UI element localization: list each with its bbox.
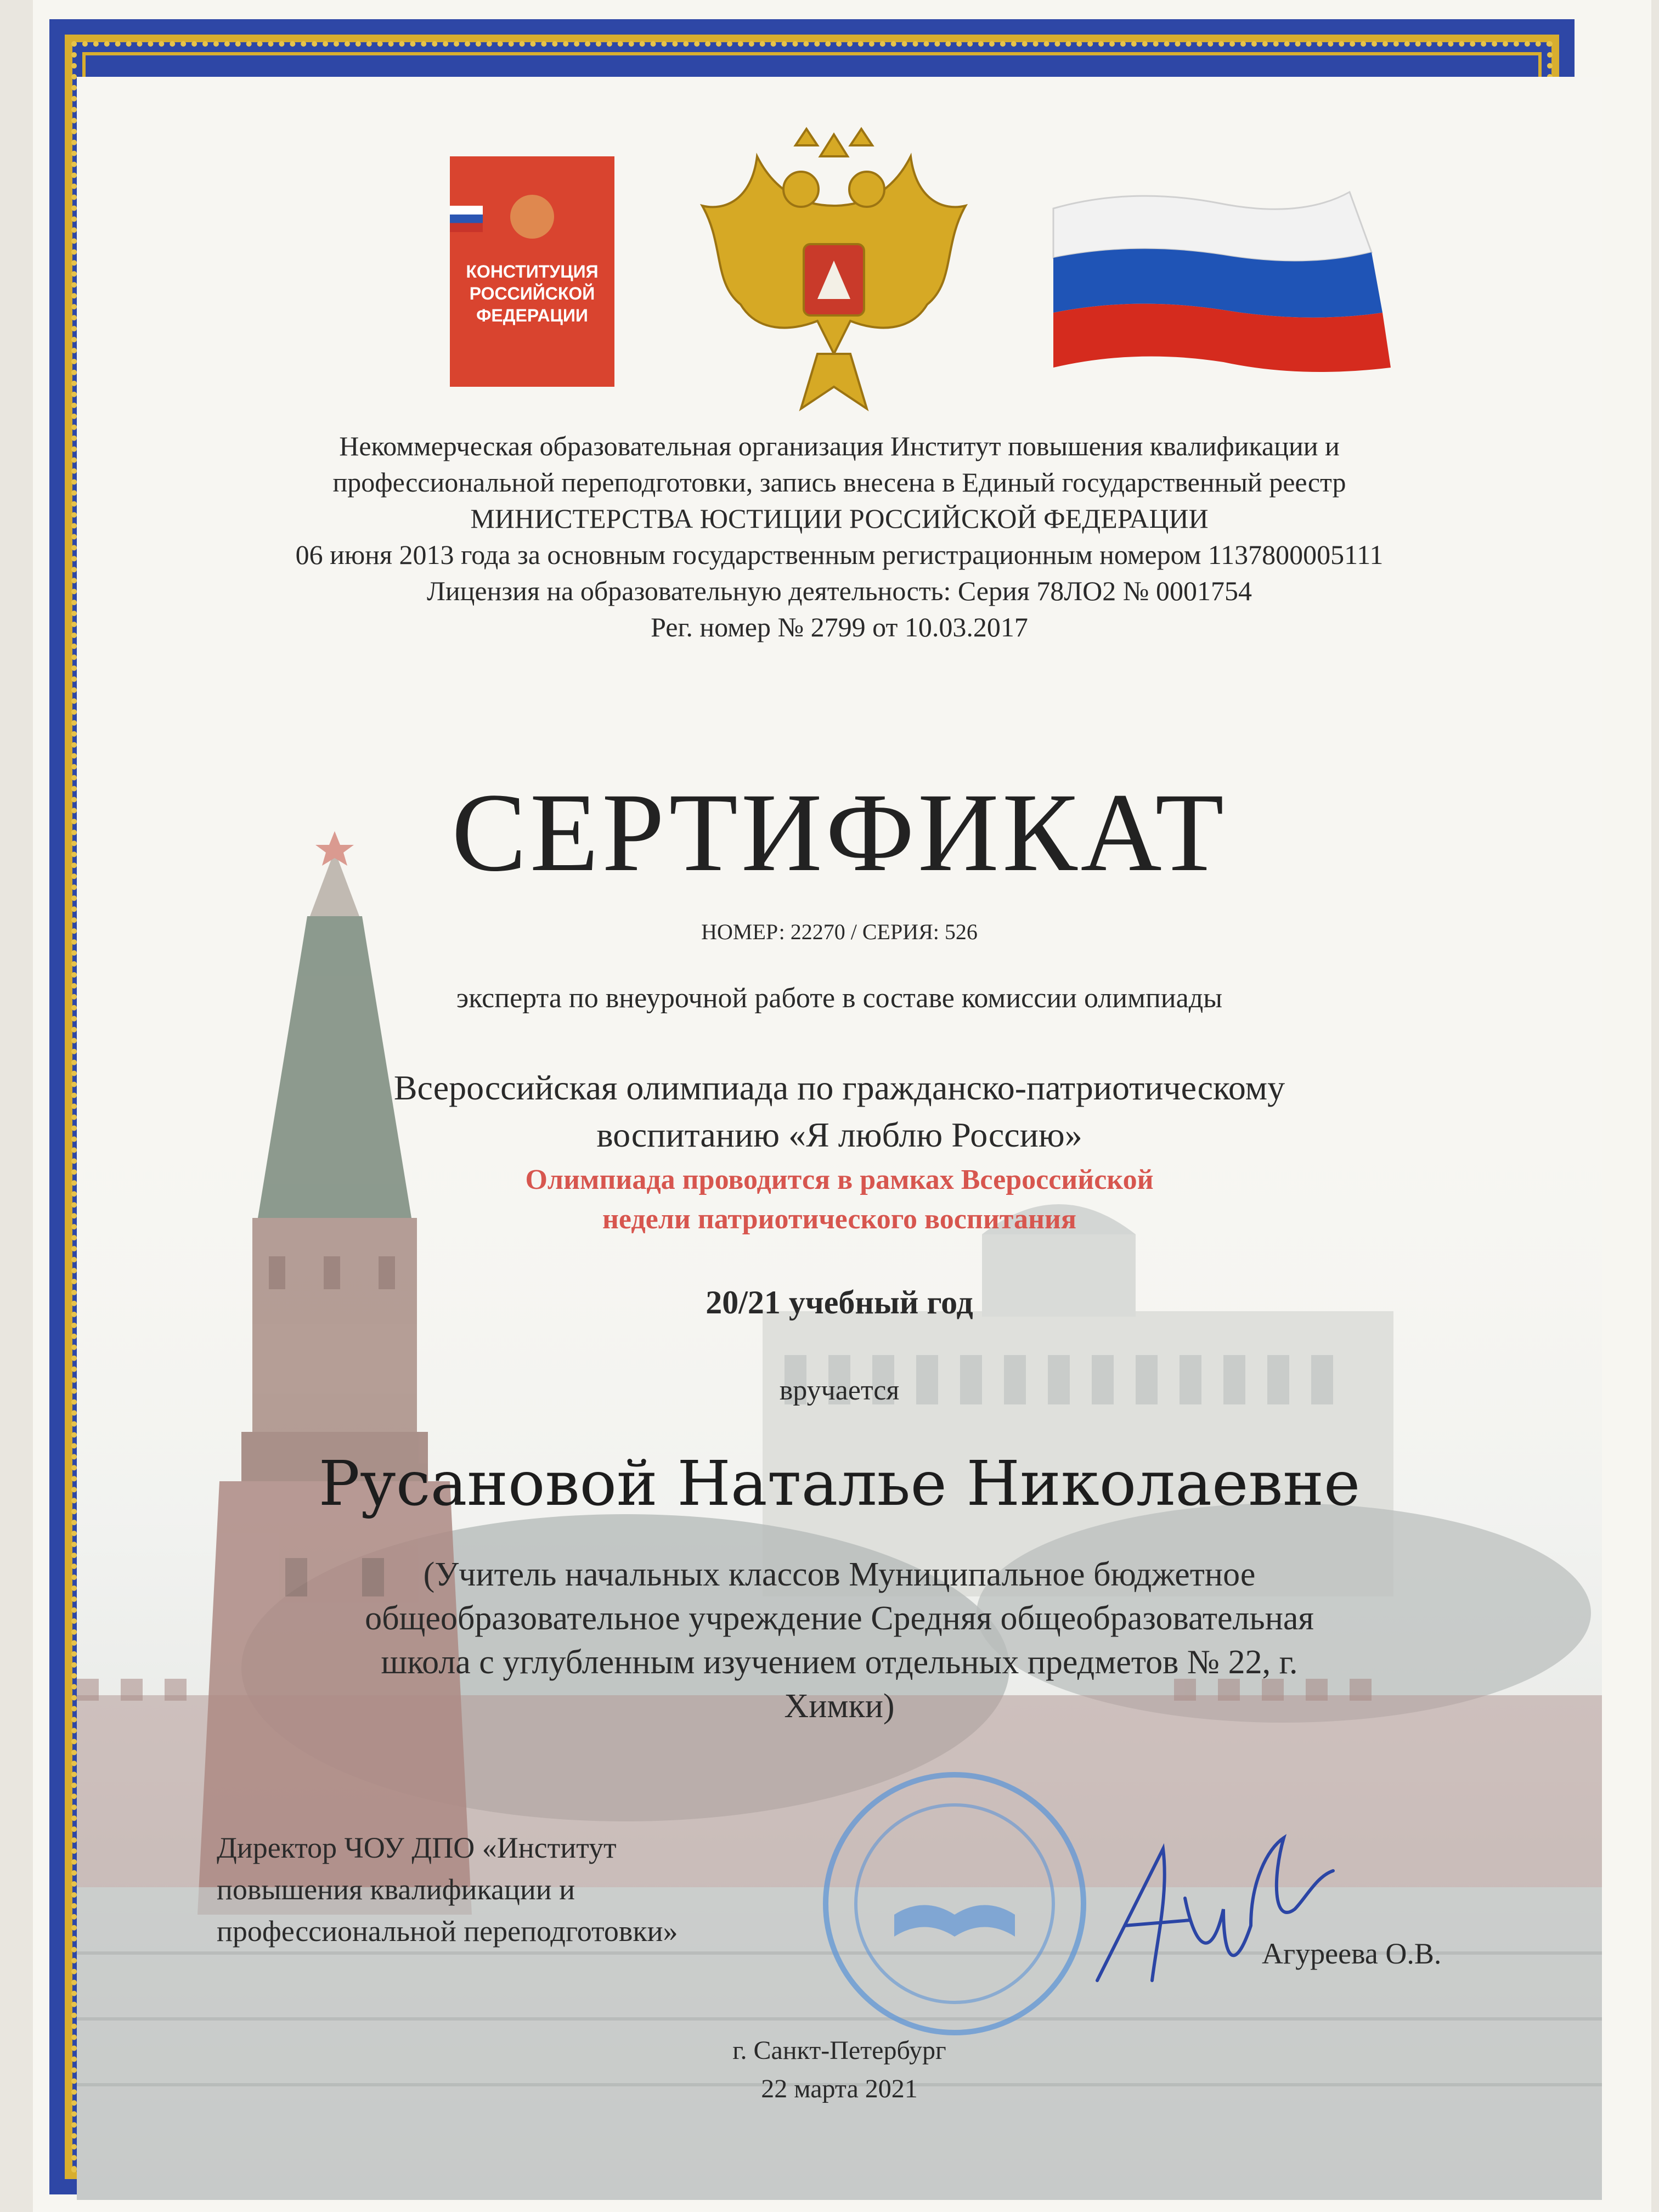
org-line-1: Некоммерческая образовательная организация Институт повышения квалификации и bbox=[339, 431, 1340, 461]
constitution-emblem-icon bbox=[510, 195, 554, 239]
footer-date: 22 марта 2021 bbox=[761, 2074, 918, 2103]
org-line-2: профессиональной переподготовки, запись внесена в Единый государственный реестр bbox=[332, 467, 1346, 498]
russian-flag-image bbox=[1042, 187, 1393, 395]
org-line-6: Рег. номер № 2799 от 10.03.2017 bbox=[651, 612, 1028, 642]
organization-info bbox=[77, 428, 1602, 645]
org-line-5: Лицензия на образовательную деятельность: Серия 78ЛО2 № 0001754 bbox=[427, 575, 1252, 606]
olympiad-note: Олимпиада проводится в рамках Всероссийской недели патриотического воспитания bbox=[525, 1164, 1154, 1235]
constitution-book-image bbox=[450, 156, 614, 387]
recipient-description: (Учитель начальных классов Муниципальное бюджетное общеобразовательное учреждение Средняя общеобразовательная школа с углубленным изучением отдельных предметов № 22, г. Химки) bbox=[365, 1556, 1314, 1725]
recipient-name: Русановой Наталье Николаевне bbox=[318, 1448, 1361, 1520]
org-line-3: МИНИСТЕРСТВА ЮСТИЦИИ РОССИЙСКОЙ ФЕДЕРАЦИИ bbox=[470, 503, 1209, 534]
handwritten-signature bbox=[1086, 1816, 1350, 2002]
coat-of-arms-icon bbox=[691, 123, 977, 431]
certificate-number: НОМЕР: 22270 / СЕРИЯ: 526 bbox=[701, 919, 978, 944]
academic-year: 20/21 учебный год bbox=[706, 1284, 973, 1321]
constitution-text: КОНСТИТУЦИЯ РОССИЙСКОЙ ФЕДЕРАЦИИ bbox=[466, 262, 599, 325]
certificate-body bbox=[77, 77, 1602, 2200]
footer-city: г. Санкт-Петербург bbox=[732, 2036, 946, 2065]
certificate-title: СЕРТИФИКАТ bbox=[452, 770, 1227, 895]
awarded-label: вручается bbox=[779, 1375, 900, 1406]
signer-name: Агуреева О.В. bbox=[1262, 1937, 1442, 1970]
official-stamp bbox=[812, 1767, 1097, 2041]
olympiad-title: Всероссийская олимпиада по гражданско-патриотическому воспитанию «Я люблю Россию» bbox=[393, 1068, 1285, 1154]
constitution-flag-stripe bbox=[450, 206, 483, 232]
certificate-role: эксперта по внеурочной работе в составе комиссии олимпиады bbox=[456, 983, 1223, 1014]
org-line-4: 06 июня 2013 года за основным государственным регистрационным номером 1137800005111 bbox=[295, 539, 1384, 570]
director-title: Директор ЧОУ ДПО «Институт повышения квалификации и профессиональной переподготовки» bbox=[217, 1831, 678, 1948]
